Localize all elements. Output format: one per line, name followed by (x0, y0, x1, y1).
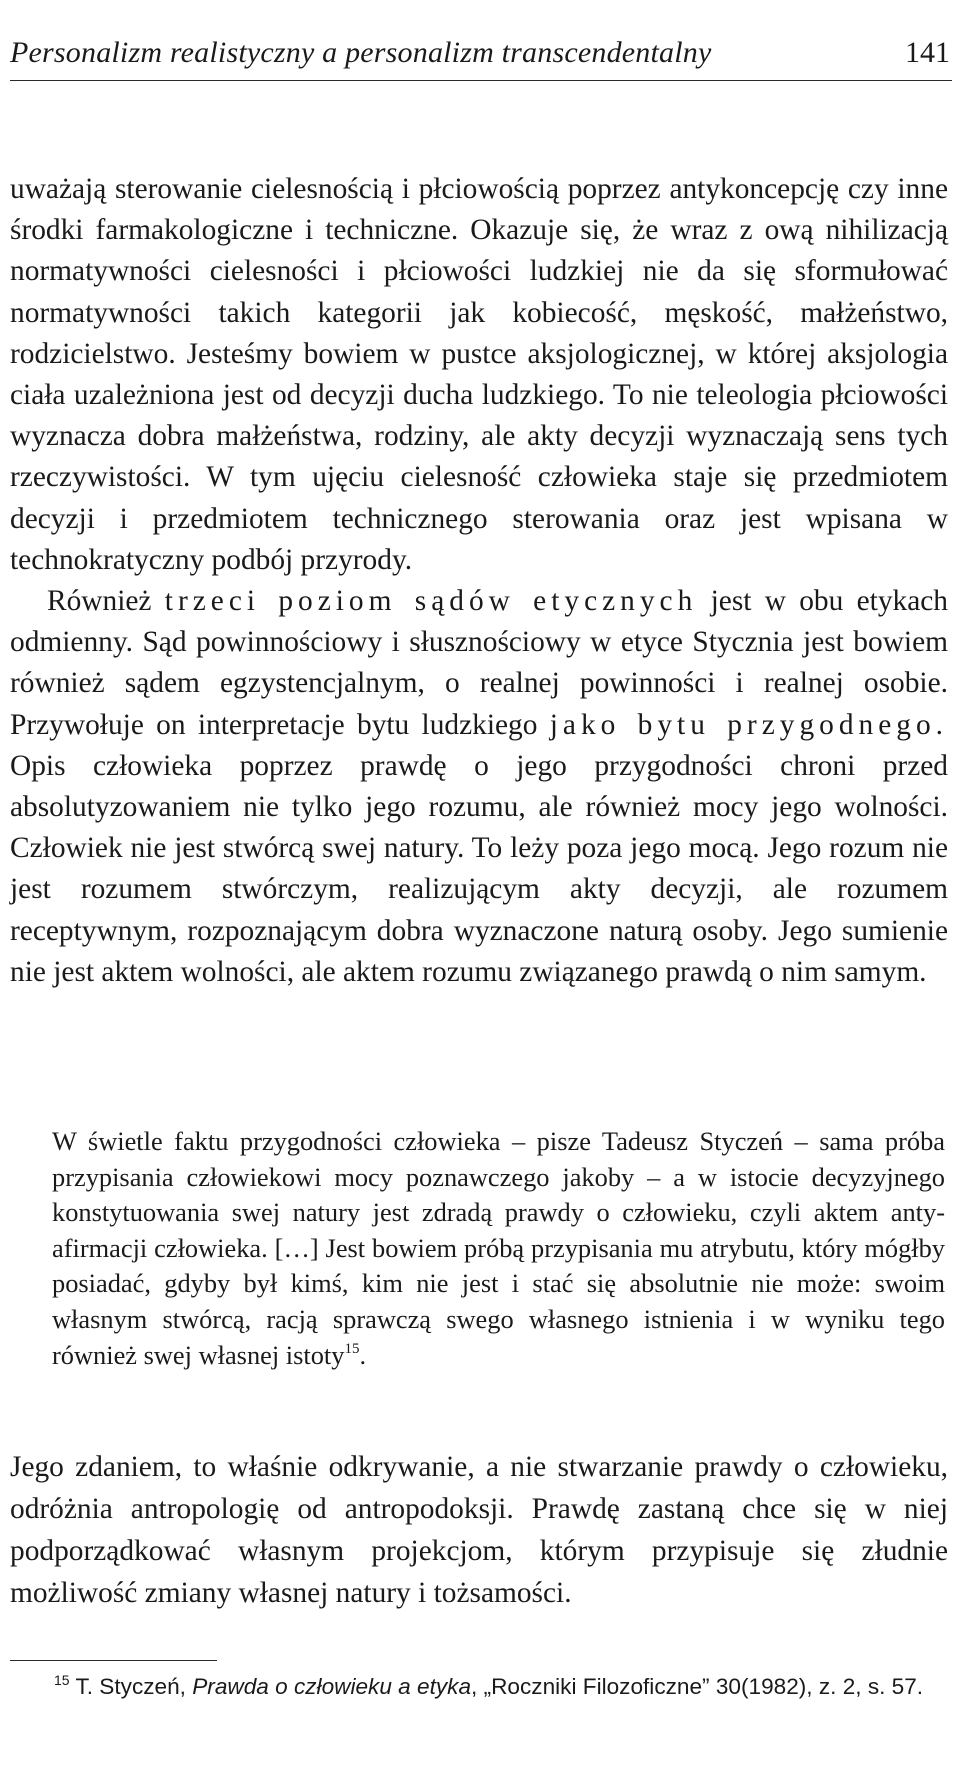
paragraph (10, 581, 948, 993)
main-text-continued (10, 1446, 948, 1614)
paragraph-text: Jego zdaniem, to właśnie odkrywanie, a nie stwarzanie prawdy o człowieku, odróżnia antropologię od antropodoksji. Prawdę zastaną chce się w niej podporządkować własnym projekcjom, którym przypisuje się złudnie możliwość zmiany własnej natury i tożsamości. (10, 1451, 948, 1609)
paragraph (10, 1446, 948, 1614)
emphasized-phrase: jako bytu przygodnego. (549, 708, 949, 741)
quote-paragraph (52, 1124, 945, 1373)
paragraph-tail: Opis człowieka poprzez prawdę o jego przygodności chroni przed absolutyzowaniem nie tylko jego rozumu, ale również mocy jego wolności. Człowiek nie jest stwórcą swej natury. To leży poza jego mocą. Jego rozum nie jest rozumem stwórczym, realizującym akty decyzji, ale rozumem receptywnym, rozpoznającym dobra wyznaczone naturą osoby. Jego sumienie nie jest aktem wolności, ale aktem rozumu związanego prawdą o nim samym. (10, 749, 948, 988)
main-text (10, 169, 948, 993)
quote-text: W świetle faktu przygodności człowieka – pisze Tadeusz Styczeń – sama próba przypisania człowiekowi mocy poznawczego jakoby – a w istocie decyzyjnego konstytuowania swej natury jest zdradą prawdy o człowieku, czyli aktem anty-afirmacji człowieka. […] Jest bowiem próbą przypisania mu atrybutu, który mógłby posiadać, gdyby był kimś, kim nie jest i stać się absolutnie nie może: swoim własnym stwórcą, racją sprawczą swego własnego istnienia i w wyniku tego również swej własnej istoty (52, 1126, 945, 1370)
paragraph-middle: jest w obu etykach odmienny. Sąd powinnościowy i słusznościowy w etyce Stycznia jest bowiem również sądem egzystencjalnym, o realnej powinności i realnej osobie. Przywołuje on interpretacje bytu ludzkiego (10, 585, 949, 741)
paragraph-text: uważają sterowanie cielesnością i płciowością poprzez antykoncepcję czy inne środki farmakologiczne i techniczne. Okazuje się, że wraz z ową nihilizacją normatywności cielesności i płciowości ludzkiej nie da się sformułować normatywności takich kategorii jak kobiecość, męskość, małżeństwo, rodzicielstwo. Jesteśmy bowiem w pustce aksjologicznej, w której aksjologia ciała uzależniona jest od decyzji ducha ludzkiego. To nie teleologia płciowości wyznacza dobra małżeństwa, rodziny, ale akty decyzji wyznaczają sens tych rzeczywistości. W tym ujęciu cielesność człowieka staje się przedmiotem decyzji i przedmiotem technicznego sterowania oraz jest wpisana w technokratyczny podbój przyrody. (10, 173, 948, 576)
footnote-reference: 15 (344, 1340, 360, 1357)
paragraph-lead: Również (47, 585, 165, 618)
footnote (10, 1670, 948, 1703)
footnote-title: Prawda o człowieku a etyka (192, 1674, 472, 1699)
emphasized-phrase: trzeci poziom sądów etycznych (164, 585, 698, 618)
running-title: Personalizm realistyczny a personalizm transcendentalny (10, 36, 712, 69)
page-number: 141 (905, 36, 950, 69)
block-quote (52, 1124, 945, 1373)
footnote-number: 15 (54, 1672, 70, 1688)
quote-end: . (359, 1339, 367, 1370)
running-header (10, 30, 952, 81)
paragraph-continued (10, 169, 948, 581)
footnote-divider (10, 1660, 217, 1661)
footnote-source: , „Roczniki Filozoficzne” 30(1982), z. 2, s. 57. (471, 1674, 924, 1699)
footnote-author: T. Styczeń, (69, 1674, 193, 1699)
